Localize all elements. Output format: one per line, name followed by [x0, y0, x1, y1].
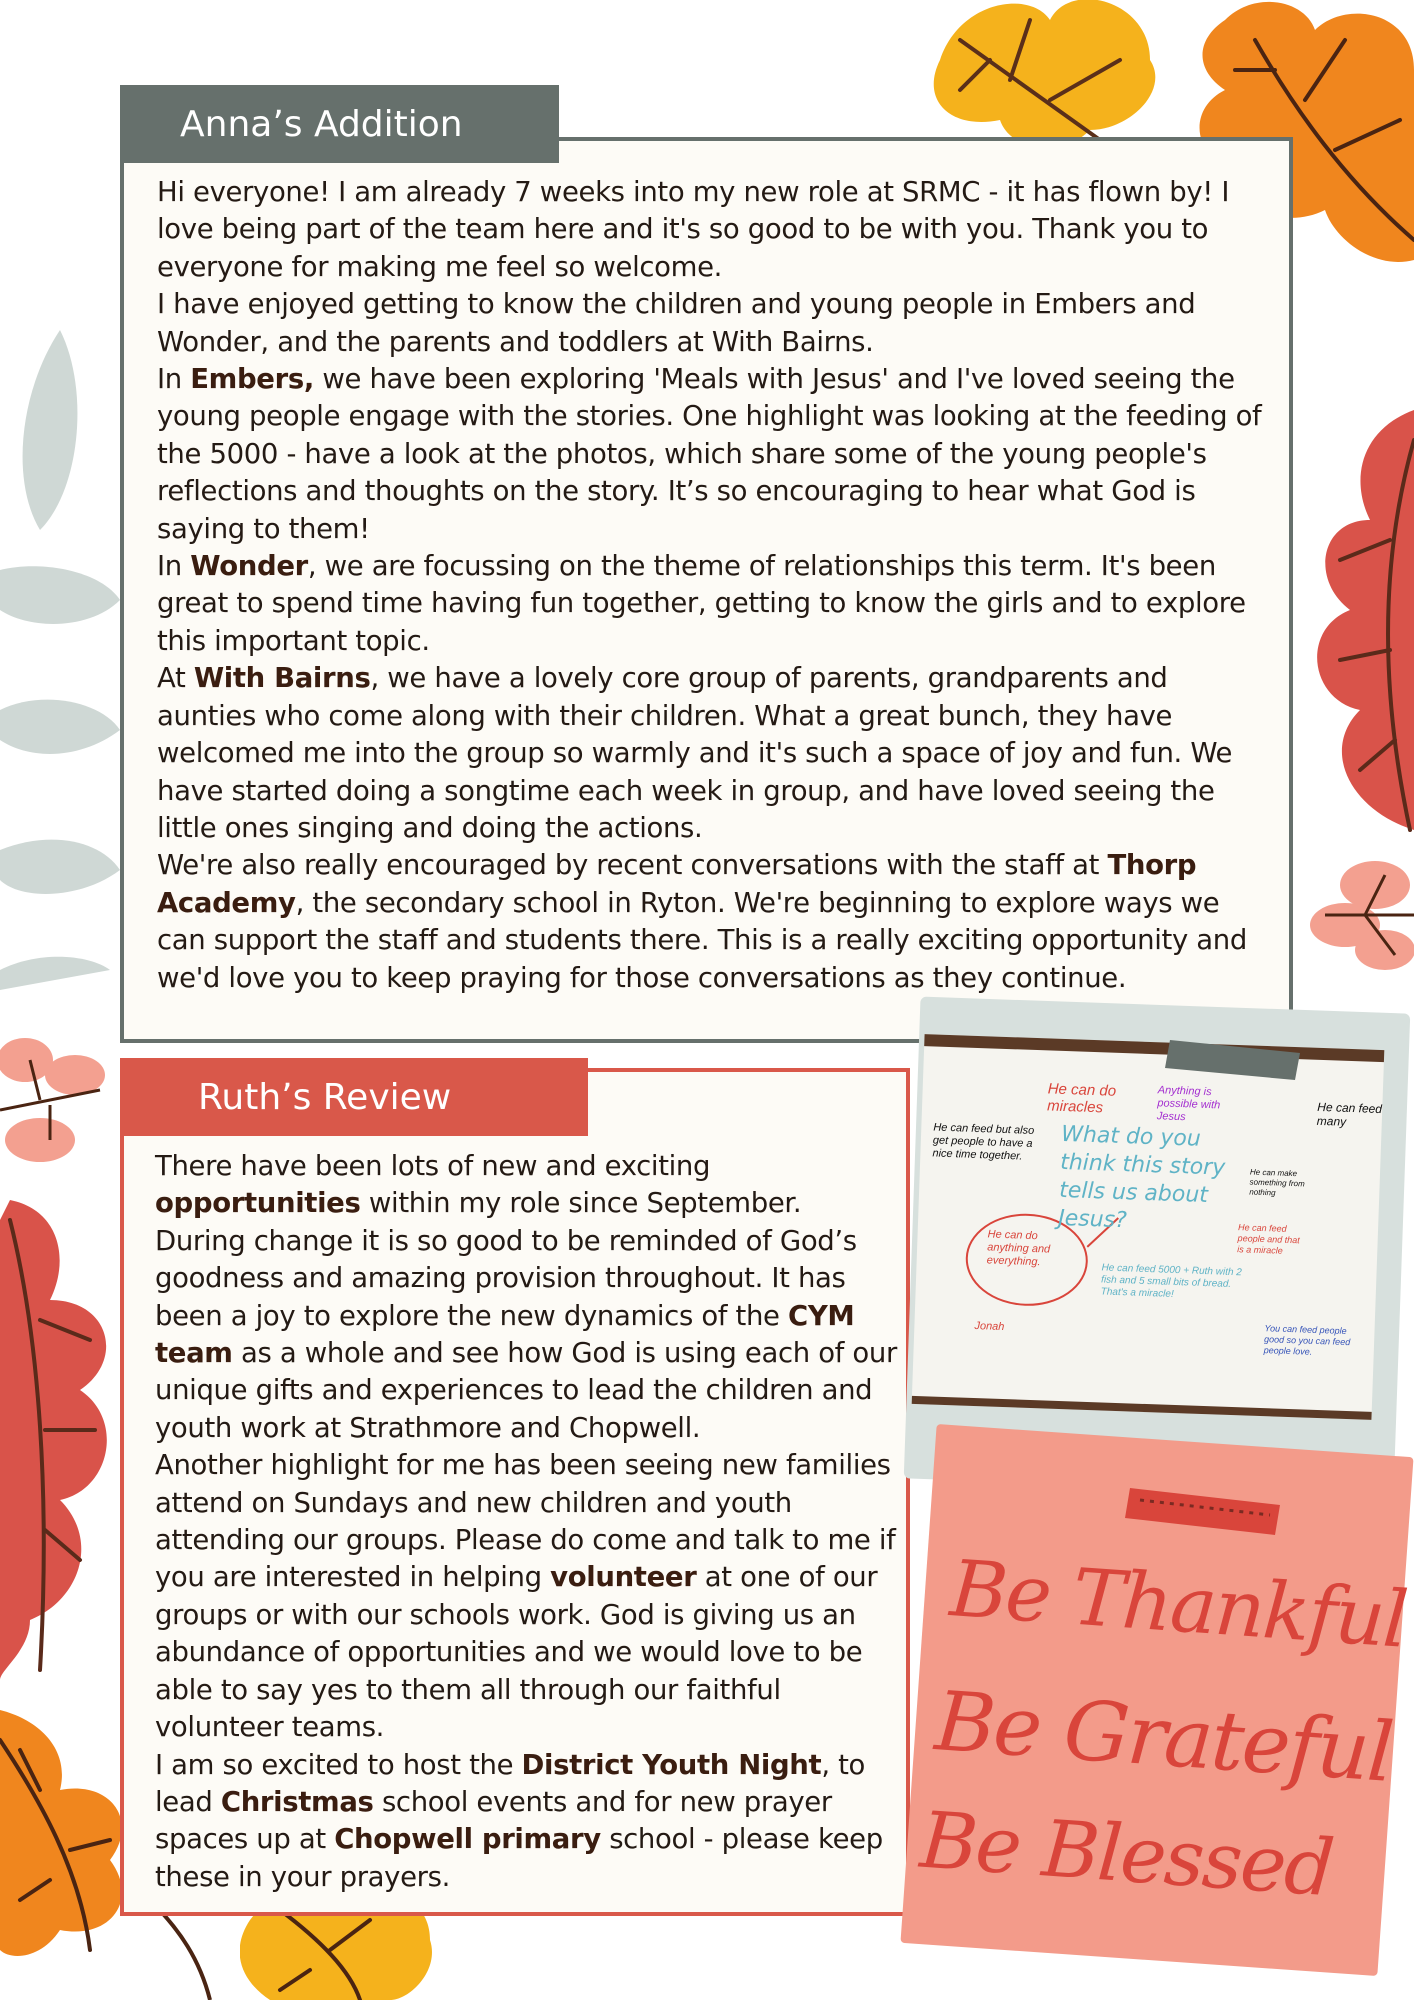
be-grateful-line: Be Grateful [932, 1674, 1396, 1801]
note-feed-many: He can feed many [1316, 1099, 1383, 1129]
note-nice-time: He can feed but also get people to have a nice time together. [932, 1121, 1035, 1163]
anna-title-tab [120, 85, 559, 163]
note-feed-5000: He can feed 5000 + Ruth with 2 fish and 5 small bits of bread. That's a miracle! [1100, 1262, 1243, 1300]
note-nothing: He can make something from nothing [1249, 1167, 1305, 1198]
note-feed-love: You can feed people good so you can feed people love. [1263, 1323, 1351, 1357]
ruth-body [155, 1148, 897, 1896]
anna-paragraph-4: In Wonder, we are focussing on the theme of relationships this term. It's been great to spend time having fun together, getting to know the girls and to explore this important topic. [157, 550, 1246, 657]
orange-leaf-bottom-icon [0, 1710, 140, 1960]
red-oak-leaf-icon [0, 1200, 125, 1680]
note-miracles: He can do miracles [1046, 1080, 1117, 1117]
ruth-title-tab [120, 1058, 588, 1136]
tape-icon [1165, 1035, 1305, 1085]
ruth-paragraph-2: Another highlight for me has been seeing new families attend on Sundays and new children and youth attending our groups. Please do come and talk to me if you are interested in helping volunteer at one of our groups or with our schools work. God is giving us an abundance of opportunities and we would love to be able to say yes to them all through our faithful volunteer teams. [155, 1449, 896, 1744]
note-name: Jonah [974, 1320, 1005, 1334]
anna-paragraph-2: I have enjoyed getting to know the children and young people in Embers and Wonder, and the parents and toddlers at With Bairns. [157, 288, 1196, 358]
whiteboard-photo [912, 1034, 1385, 1420]
anna-paragraph-6: We're also really encouraged by recent conversations with the staff at Thorp Academy, the secondary school in Ryton. We're beginning to explore ways we can support the staff and students there. This is a really exciting opportunity and we'd love you to keep praying for those conversations as they continue. [157, 849, 1247, 994]
red-leaf-icon [1300, 410, 1414, 840]
yellow-leaf-icon [920, 0, 1170, 160]
be-thankful-line: Be Thankful [947, 1544, 1410, 1666]
tape-red-icon [1125, 1480, 1285, 1540]
ruth-paragraph-1: There have been lots of new and exciting opportunities within my role since September. During change it is so good to be reminded of God’s goodness and amazing provision throughout. It has been a joy to explore the new dynamics of the CYM team as a whole and see how God is using each of our unique gifts and experiences to lead the children and youth work at Strathmore and Chopwell. [155, 1150, 897, 1444]
pink-leaves-left-icon [0, 1030, 110, 1180]
anna-paragraph-5: At With Bairns, we have a lovely core group of parents, grandparents and aunties who come along with their children. What a great bunch, they have welcomed me into the group so warmly and it's such a space of joy and fun. We have started doing a songtime each week in group, and have loved seeing the little ones singing and doing the actions. [157, 662, 1233, 844]
anna-paragraph-1: Hi everyone! I am already 7 weeks into my new role at SRMC - it has flown by! I love being part of the team here and it's so good to be with you. Thank you to everyone for making me feel so welcome. [157, 176, 1230, 283]
note-feed-miracle: He can feed people and that is a miracle [1237, 1222, 1300, 1256]
pink-leaf-icon [1305, 855, 1414, 975]
anna-paragraph-3: In Embers, we have been exploring 'Meals with Jesus' and I've loved seeing the young people engage with the stories. One highlight was looking at the feeding of the 5000 - have a look at the photos, which share some of the young people's reflections and thoughts on the story. It’s so encouraging to hear what God is saying to them! [157, 363, 1262, 545]
whiteboard-heading: What do you think this story tells us about Jesus? [1057, 1121, 1226, 1234]
anna-body [157, 174, 1269, 997]
anna-title: Anna’s Addition [180, 103, 463, 145]
ruth-title: Ruth’s Review [198, 1076, 452, 1118]
be-blessed-line: Be Blessed [917, 1795, 1336, 1915]
grey-leaves-icon [0, 330, 130, 990]
note-everything: He can do anything and everything. [986, 1228, 1051, 1269]
note-possible: Anything is possible with Jesus [1156, 1084, 1221, 1124]
ruth-paragraph-3: I am so excited to host the District Youth Night, to lead Christmas school events and for new prayer spaces up at Chopwell primary school - please keep these in your prayers. [155, 1748, 883, 1893]
